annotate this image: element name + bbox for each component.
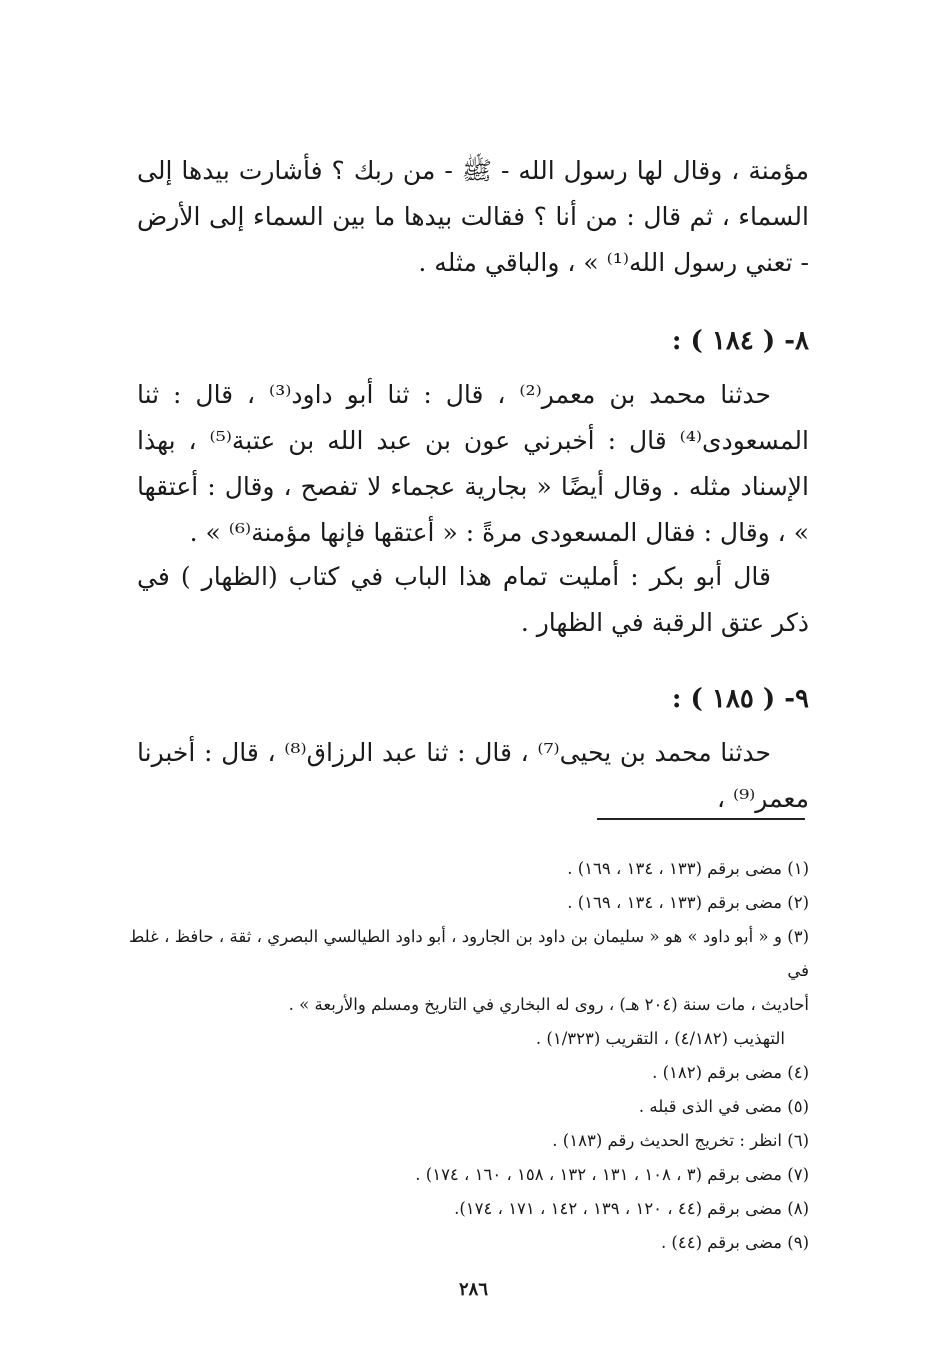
paragraph-abu-bakr-note: قال أبو بكر : أمليت تمام هذا الباب في كتاب (الظهار ) في ذكر عتق الرقبة في الظهار . — [137, 562, 809, 637]
paragraph-hadith-185: حدثنا محمد بن يحيى⁽⁷⁾ ، قال : ثنا عبد الرزاق⁽⁸⁾ ، قال : أخبرنا معمر⁽⁹⁾ ، — [137, 738, 809, 813]
footnote-2: (٢) مضى برقم (١٣٣ ، ١٣٤ ، ١٦٩) . — [567, 893, 809, 912]
hadith-heading-185: ٩- ( ١٨٥ ) : — [671, 684, 809, 714]
footnote-7: (٧) مضى برقم (٣ ، ١٠٨ ، ١٣١ ، ١٣٢ ، ١٥٨ ، ١٦٠ ، ١٧٤) . — [415, 1165, 809, 1184]
hadith-heading-184: ٨- ( ١٨٤ ) : — [671, 326, 809, 356]
footnote-6: (٦) انظر : تخريج الحديث رقم (١٨٣) . — [552, 1131, 809, 1150]
paragraph-continuation: مؤمنة ، وقال لها رسول الله - ﷺ - من ربك ؟ فأشارت بيدها إلى السماء ، ثم قال : من أنا ؟ فقالت بيدها ما بين السماء إلى الأرض - تعني رسول الله⁽¹⁾ » ، والباقي مثله . — [137, 156, 809, 277]
footnote-8: (٨) مضى برقم (٤٤ ، ١٢٠ ، ١٣٩ ، ١٤٢ ، ١٧١ ، ١٧٤). — [454, 1199, 809, 1218]
footnotes — [129, 852, 809, 1260]
footnote-9: (٩) مضى برقم (٤٤) . — [660, 1233, 809, 1252]
footnote-5: (٥) مضى في الذى قبله . — [638, 1097, 809, 1116]
footnote-4: (٤) مضى برقم (١٨٢) . — [652, 1063, 809, 1082]
paragraph-hadith-184: حدثنا محمد بن معمر⁽²⁾ ، قال : ثنا أبو داود⁽³⁾ ، قال : ثنا المسعودى⁽⁴⁾ قال : أخبرني عون بن عبد الله بن عتبة⁽⁵⁾ ، بهذا الإسناد مثله . وقال أيضًا « بجارية عجماء لا تفصح ، وقال : أعتقها » ، وقال : فقال المسعودى مرةً : « أعتقها فإنها مؤمنة⁽⁶⁾ » . — [137, 380, 809, 547]
footnote-divider — [597, 818, 805, 820]
footnote-3-references: التهذيب (٤/١٨٢) ، التقريب (١/٣٢٣) . — [535, 1029, 785, 1048]
footnote-1: (١) مضى برقم (١٣٣ ، ١٣٤ ، ١٦٩) . — [567, 859, 809, 878]
footnote-3: (٣) و « أبو داود » هو « سليمان بن داود بن الجارود ، أبو داود الطيالسي البصري ، ثقة ، حافظ ، غلط في — [129, 927, 809, 980]
footnote-3-continuation: أحاديث ، مات سنة (٢٠٤ هـ) ، روى له البخاري في التاريخ ومسلم والأربعة » . — [288, 995, 809, 1014]
page-number: ٢٨٦ — [458, 1279, 488, 1300]
